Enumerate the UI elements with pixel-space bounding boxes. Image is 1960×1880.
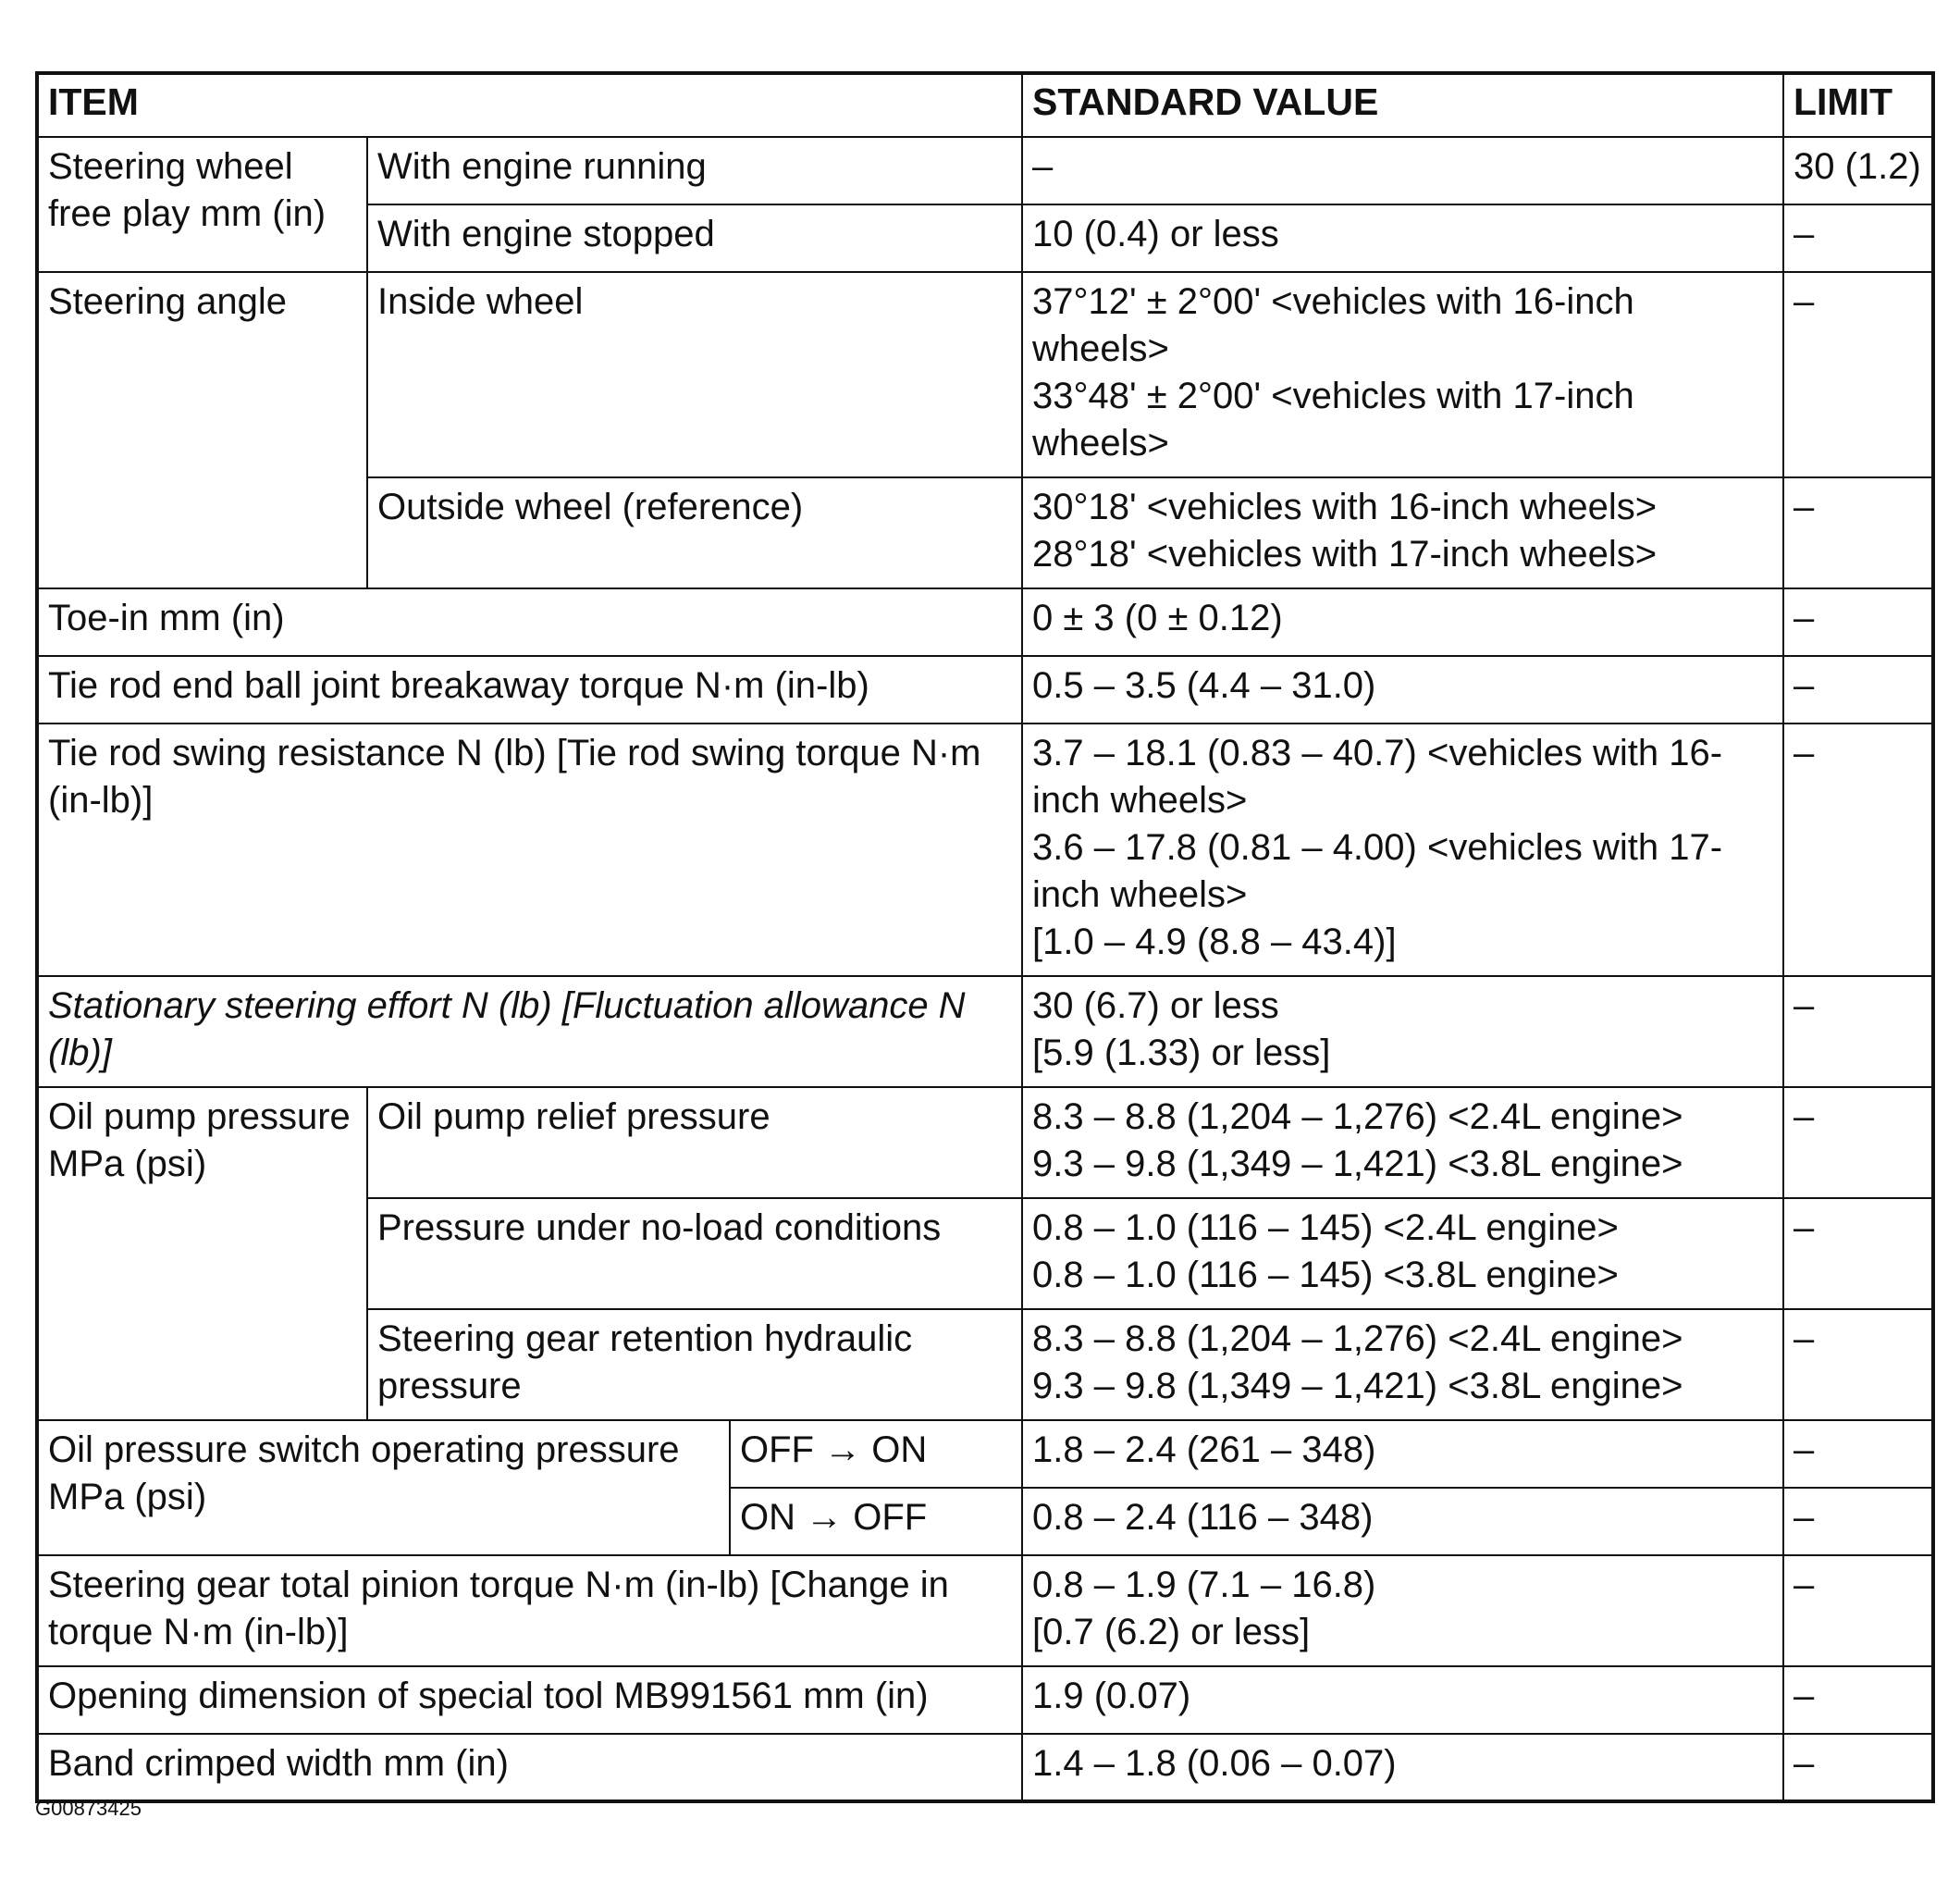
item-free-play: Steering wheel free play mm (in) — [37, 137, 367, 272]
limit-inside-wheel: – — [1783, 272, 1933, 477]
limit-retention-pressure: – — [1783, 1309, 1933, 1420]
table-row — [37, 272, 1933, 477]
value-swing-resistance — [1022, 724, 1783, 976]
limit-outside-wheel: – — [1783, 477, 1933, 588]
table-row — [37, 1420, 1933, 1488]
value-line: 28°18' <vehicles with 17-inch wheels> — [1032, 534, 1658, 575]
limit-band-width: – — [1783, 1734, 1933, 1801]
limit-breakaway-torque: – — [1783, 656, 1933, 724]
value-steering-effort — [1022, 976, 1783, 1087]
limit-noload-pressure: – — [1783, 1198, 1933, 1309]
figure-id: G00873425 — [35, 1797, 142, 1820]
table-row — [37, 588, 1933, 656]
limit-engine-stopped: – — [1783, 204, 1933, 272]
value-line: 0.8 – 1.0 (116 – 145) <3.8L engine> — [1032, 1255, 1619, 1295]
sub-engine-stopped: With engine stopped — [367, 204, 1022, 272]
sub-noload-pressure: Pressure under no-load conditions — [367, 1198, 1022, 1309]
header-item: ITEM — [37, 73, 1022, 137]
item-special-tool: Opening dimension of special tool MB991561 mm (in) — [37, 1666, 1022, 1734]
value-engine-running: – — [1022, 137, 1783, 204]
value-line: 0.8 – 1.0 (116 – 145) <2.4L engine> — [1032, 1207, 1619, 1248]
limit-pinion-torque: – — [1783, 1555, 1933, 1666]
value-special-tool: 1.9 (0.07) — [1022, 1666, 1783, 1734]
sub-on-off: ON → OFF — [730, 1488, 1022, 1555]
sub-inside-wheel: Inside wheel — [367, 272, 1022, 477]
value-toe-in: 0 ± 3 (0 ± 0.12) — [1022, 588, 1783, 656]
limit-engine-running: 30 (1.2) — [1783, 137, 1933, 204]
limit-swing-resistance: – — [1783, 724, 1933, 976]
value-line: 0.8 – 1.9 (7.1 – 16.8) — [1032, 1565, 1376, 1605]
value-line: 9.3 – 9.8 (1,349 – 1,421) <3.8L engine> — [1032, 1144, 1683, 1184]
specifications-table — [35, 71, 1935, 1803]
value-relief-pressure — [1022, 1087, 1783, 1198]
value-band-width: 1.4 – 1.8 (0.06 – 0.07) — [1022, 1734, 1783, 1801]
limit-on-off: – — [1783, 1488, 1933, 1555]
value-engine-stopped: 10 (0.4) or less — [1022, 204, 1783, 272]
item-steering-effort: Stationary steering effort N (lb) [Fluctuation allowance N (lb)] — [37, 976, 1022, 1087]
table-row — [37, 137, 1933, 204]
value-breakaway-torque: 0.5 – 3.5 (4.4 – 31.0) — [1022, 656, 1783, 724]
value-off-on: 1.8 – 2.4 (261 – 348) — [1022, 1420, 1783, 1488]
value-line: 3.6 – 17.8 (0.81 – 4.00) <vehicles with 17-inch wheels> — [1032, 827, 1723, 915]
value-pinion-torque — [1022, 1555, 1783, 1666]
limit-special-tool: – — [1783, 1666, 1933, 1734]
limit-off-on: – — [1783, 1420, 1933, 1488]
item-steering-angle: Steering angle — [37, 272, 367, 588]
header-standard-value: STANDARD VALUE — [1022, 73, 1783, 137]
header-limit: LIMIT — [1783, 73, 1933, 137]
limit-relief-pressure: – — [1783, 1087, 1933, 1198]
table-row — [37, 1555, 1933, 1666]
table-row — [37, 976, 1933, 1087]
value-line: [0.7 (6.2) or less] — [1032, 1612, 1311, 1652]
value-noload-pressure — [1022, 1198, 1783, 1309]
value-line: 37°12' ± 2°00' <vehicles with 16-inch wheels> — [1032, 281, 1634, 369]
value-line: 8.3 – 8.8 (1,204 – 1,276) <2.4L engine> — [1032, 1096, 1683, 1137]
item-toe-in: Toe-in mm (in) — [37, 588, 1022, 656]
table-row — [37, 1087, 1933, 1198]
limit-steering-effort: – — [1783, 976, 1933, 1087]
limit-toe-in: – — [1783, 588, 1933, 656]
sub-off-on: OFF → ON — [730, 1420, 1022, 1488]
value-line: 30°18' <vehicles with 16-inch wheels> — [1032, 487, 1658, 527]
sub-retention-pressure: Steering gear retention hydraulic pressure — [367, 1309, 1022, 1420]
value-line: 33°48' ± 2°00' <vehicles with 17-inch wheels> — [1032, 376, 1634, 464]
item-oil-pressure-switch: Oil pressure switch operating pressure MPa (psi) — [37, 1420, 730, 1555]
value-line: 8.3 – 8.8 (1,204 – 1,276) <2.4L engine> — [1032, 1318, 1683, 1359]
table-row — [37, 724, 1933, 976]
value-on-off: 0.8 – 2.4 (116 – 348) — [1022, 1488, 1783, 1555]
table-row — [37, 1666, 1933, 1734]
sub-outside-wheel: Outside wheel (reference) — [367, 477, 1022, 588]
value-line: 30 (6.7) or less — [1032, 985, 1279, 1026]
value-line: [5.9 (1.33) or less] — [1032, 1033, 1331, 1073]
value-inside-wheel — [1022, 272, 1783, 477]
sub-engine-running: With engine running — [367, 137, 1022, 204]
item-oil-pump-pressure: Oil pump pressure MPa (psi) — [37, 1087, 367, 1420]
sub-relief-pressure: Oil pump relief pressure — [367, 1087, 1022, 1198]
value-line: 3.7 – 18.1 (0.83 – 40.7) <vehicles with 16-inch wheels> — [1032, 733, 1723, 821]
value-retention-pressure — [1022, 1309, 1783, 1420]
value-line: [1.0 – 4.9 (8.8 – 43.4)] — [1032, 921, 1397, 962]
value-line: 9.3 – 9.8 (1,349 – 1,421) <3.8L engine> — [1032, 1366, 1683, 1406]
item-band-width: Band crimped width mm (in) — [37, 1734, 1022, 1801]
table-row — [37, 656, 1933, 724]
item-pinion-torque: Steering gear total pinion torque N·m (in-lb) [Change in torque N·m (in-lb)] — [37, 1555, 1022, 1666]
item-breakaway-torque: Tie rod end ball joint breakaway torque N·m (in-lb) — [37, 656, 1022, 724]
value-outside-wheel — [1022, 477, 1783, 588]
header-row — [37, 73, 1933, 137]
table-row — [37, 1734, 1933, 1801]
item-swing-resistance: Tie rod swing resistance N (lb) [Tie rod swing torque N·m (in-lb)] — [37, 724, 1022, 976]
